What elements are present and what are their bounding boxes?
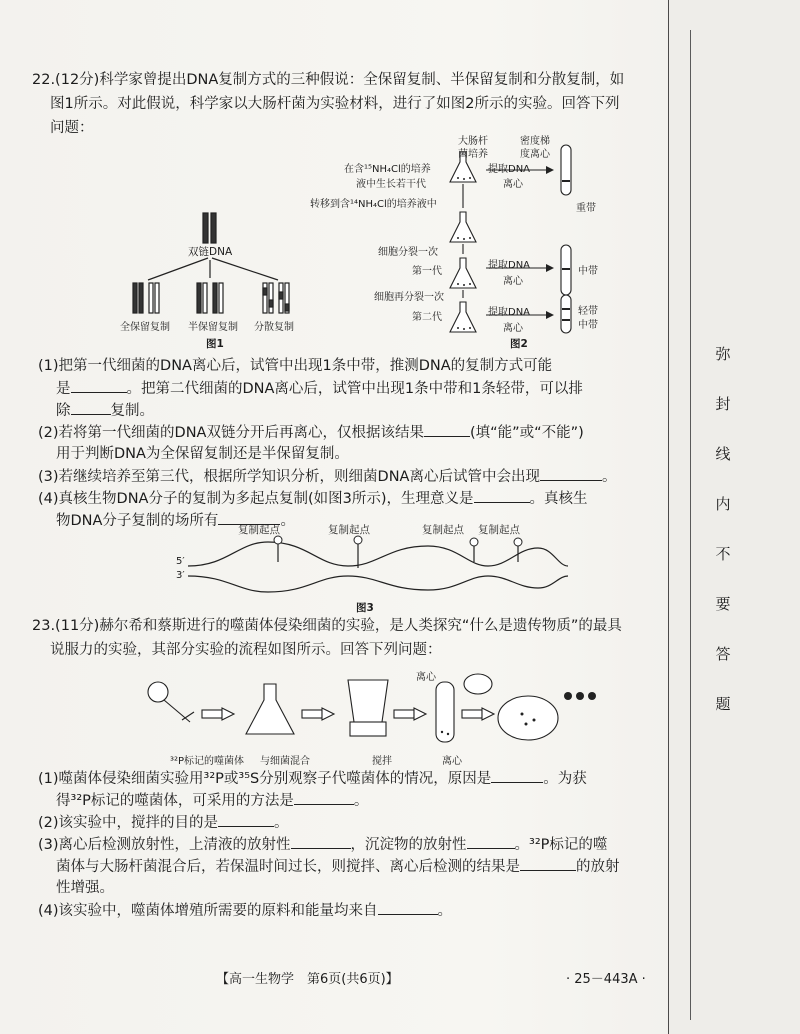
answer-blank[interactable] (71, 400, 111, 415)
q22-part1-line1: (1)把第一代细菌的DNA离心后，试管中出现1条中带，推测DNA的复制方式可能 (38, 358, 553, 374)
fig3-caption: 图3 (356, 602, 374, 614)
q23-part1-line1 (38, 768, 587, 789)
q23-part4 (38, 900, 452, 921)
q22-text: (4)真核生物DNA分子的复制为多起点复制(如图3所示)，生理意义是 (38, 491, 474, 507)
q23-text: 的放射 (576, 859, 620, 875)
q22-text: (填“能”或“不能”) (469, 425, 584, 441)
seal-char: 不 (715, 545, 731, 563)
fig2-gen1: 第一代 (412, 266, 442, 277)
q23-text: ，沉淀物的放射性 (350, 837, 467, 853)
fig2-centrifuge: 离心 (503, 323, 523, 334)
answer-blank[interactable] (467, 834, 515, 849)
q22-part3 (38, 466, 616, 487)
fig2-extract-dna: 提取DNA (488, 307, 531, 318)
seal-char: 要 (715, 595, 731, 613)
fig2-band-light: 轻带 (578, 306, 598, 317)
q22-part2-line2: 用于判断DNA为全保留复制还是半保留复制。 (56, 446, 349, 462)
answer-blank[interactable] (491, 768, 543, 783)
answer-blank[interactable] (291, 834, 351, 849)
phage-fig-label-stir: 搅拌 (372, 756, 392, 767)
fig2-band-mid: 中带 (578, 266, 598, 277)
fig3-origin-label: 复制起点 (238, 524, 280, 536)
answer-blank[interactable] (520, 856, 576, 871)
fig2-step4: 细胞再分裂一次 (374, 292, 444, 303)
seal-char: 内 (715, 495, 731, 513)
seal-line-notice (708, 346, 738, 746)
answer-blank[interactable] (71, 378, 127, 393)
q22-stem-line-1: 22.(12分)科学家曾提出DNA复制方式的三种假说：全保留复制、半保留复制和分散复制，如 (32, 72, 625, 88)
fig1-center-label: 双链DNA (188, 246, 233, 258)
answer-blank[interactable] (540, 466, 602, 481)
fig3-origin-label: 复制起点 (478, 524, 520, 536)
fig2-step1: 液中生长若干代 (356, 179, 426, 190)
fig2-band-heavy: 重带 (576, 203, 596, 214)
q22-text: (2)若将第一代细菌的DNA双链分开后再离心，仅根据该结果 (38, 425, 424, 441)
q22-text: 。真核生 (529, 491, 588, 507)
q23-part3-line1 (38, 834, 607, 855)
q23-text: 。为获 (543, 771, 587, 787)
q22-text: 。 (280, 513, 295, 529)
q23-text: (3)离心后检测放射性，上清液的放射性 (38, 837, 291, 853)
page-footer-code: · 25－443A · (566, 972, 646, 987)
figure-phage-experiment (138, 662, 598, 762)
q23-part2 (38, 812, 289, 833)
fig2-step3: 细胞分裂一次 (378, 247, 438, 258)
q22-text: 。 (601, 469, 617, 485)
page-footer-center: 【高一生物学 第6页(共6页)】 (216, 972, 399, 987)
q22-text: (3)若继续培养至第三代，根据所学知识分析，则细菌DNA离心后试管中会出现 (38, 469, 540, 485)
seal-char: 弥 (715, 345, 731, 363)
q22-stem-line-2: 图1所示。对此假说，科学家以大肠杆菌为实验材料，进行了如图2所示的实验。回答下列 (50, 96, 620, 112)
fig1-label-semiconservative: 半保留复制 (188, 322, 238, 333)
figure-3-multiple-origins (188, 532, 568, 602)
fig3-origin-label: 复制起点 (328, 524, 370, 536)
q22-part1-line2 (56, 378, 583, 399)
seal-char: 封 (715, 395, 731, 413)
fig2-step2: 转移到含¹⁴NH₄Cl的培养液中 (310, 199, 437, 210)
seal-char: 答 (715, 645, 731, 663)
answer-blank[interactable] (378, 900, 438, 915)
fig2-extract-dna: 提取DNA (488, 164, 531, 175)
fig3-origin-label: 复制起点 (422, 524, 464, 536)
fig2-extract-dna: 提取DNA (488, 260, 531, 271)
fig1-label-conservative: 全保留复制 (120, 322, 170, 333)
q23-text: 。 (353, 793, 369, 809)
q23-text: 。³²P标记的噬 (514, 837, 608, 853)
q23-part3-line3: 性增强。 (56, 880, 114, 896)
q22-text: 是 (56, 381, 71, 397)
seal-char: 线 (715, 445, 731, 463)
q23-text: (1)噬菌体侵染细菌实验用³²P或³⁵S分别观察子代噬菌体的情况，原因是 (38, 771, 492, 787)
q22-part1-line3 (56, 400, 154, 421)
fig3-end-5prime: 5′ (176, 556, 185, 567)
answer-blank[interactable] (424, 422, 470, 437)
q22-text: 。把第二代细菌的DNA离心后，试管中出现1条中带和1条轻带，可以排 (126, 381, 583, 397)
q23-part3-line2 (56, 856, 620, 877)
q23-text: 菌体与大肠杆菌混合后，若保温时间过长，则搅拌、离心后检测的结果是 (56, 859, 520, 875)
answer-blank[interactable] (474, 488, 530, 503)
fig2-head-centrifuge: 密度梯 (520, 136, 550, 147)
q23-text: 。 (274, 815, 289, 831)
phage-fig-label-centrifuge: 离心 (416, 672, 436, 683)
phage-fig-label-phage: ³²P标记的噬菌体 (170, 756, 245, 767)
q23-stem-line-2: 说服力的实验，其部分实验的流程如图所示。回答下列问题： (50, 642, 442, 658)
answer-blank[interactable] (218, 812, 274, 827)
seal-char: 题 (715, 695, 731, 713)
phage-fig-label-mix: 与细菌混合 (260, 756, 310, 767)
fig2-band-mid: 中带 (578, 320, 598, 331)
q23-text: (2)该实验中，搅拌的目的是 (38, 815, 219, 831)
q22-text: 复制。 (110, 403, 154, 419)
fig3-end-3prime: 3′ (176, 570, 185, 581)
fig2-centrifuge: 离心 (503, 276, 523, 287)
q22-part2-line1 (38, 422, 584, 443)
fig1-label-dispersive: 分散复制 (254, 322, 294, 333)
q23-stem-line-1: 23.(11分)赫尔希和蔡斯进行的噬菌体侵染细菌的实验，是人类探究“什么是遗传物质”的最具 (32, 618, 622, 634)
fig2-gen2: 第二代 (412, 312, 442, 323)
fig1-caption: 图1 (206, 338, 224, 350)
fig2-head-centrifuge: 度离心 (520, 149, 550, 160)
fig2-caption: 图2 (510, 338, 528, 350)
fig2-head-bacteria: 菌培养 (458, 149, 488, 160)
phage-fig-label-centrifuge: 离心 (442, 756, 462, 767)
fig2-centrifuge: 离心 (503, 179, 523, 190)
q22-text: 物DNA分子复制的场所有 (56, 513, 219, 529)
fig2-head-bacteria: 大肠杆 (458, 136, 488, 147)
q22-part4-line1 (38, 488, 588, 509)
seal-line (690, 30, 691, 1020)
q23-text: 。 (437, 903, 453, 919)
q22-stem-line-3: 问题： (50, 120, 94, 136)
figure-1-dna-hypotheses (118, 208, 308, 328)
answer-blank[interactable] (294, 790, 354, 805)
q23-text: 得³²P标记的噬菌体，可采用的方法是 (56, 793, 294, 809)
q23-text: (4)该实验中，噬菌体增殖所需要的原料和能量均来自 (38, 903, 378, 919)
q23-part1-line2 (56, 790, 368, 811)
q22-text: 除 (56, 403, 71, 419)
fig2-step1: 在含¹⁵NH₄Cl的培养 (344, 164, 431, 175)
